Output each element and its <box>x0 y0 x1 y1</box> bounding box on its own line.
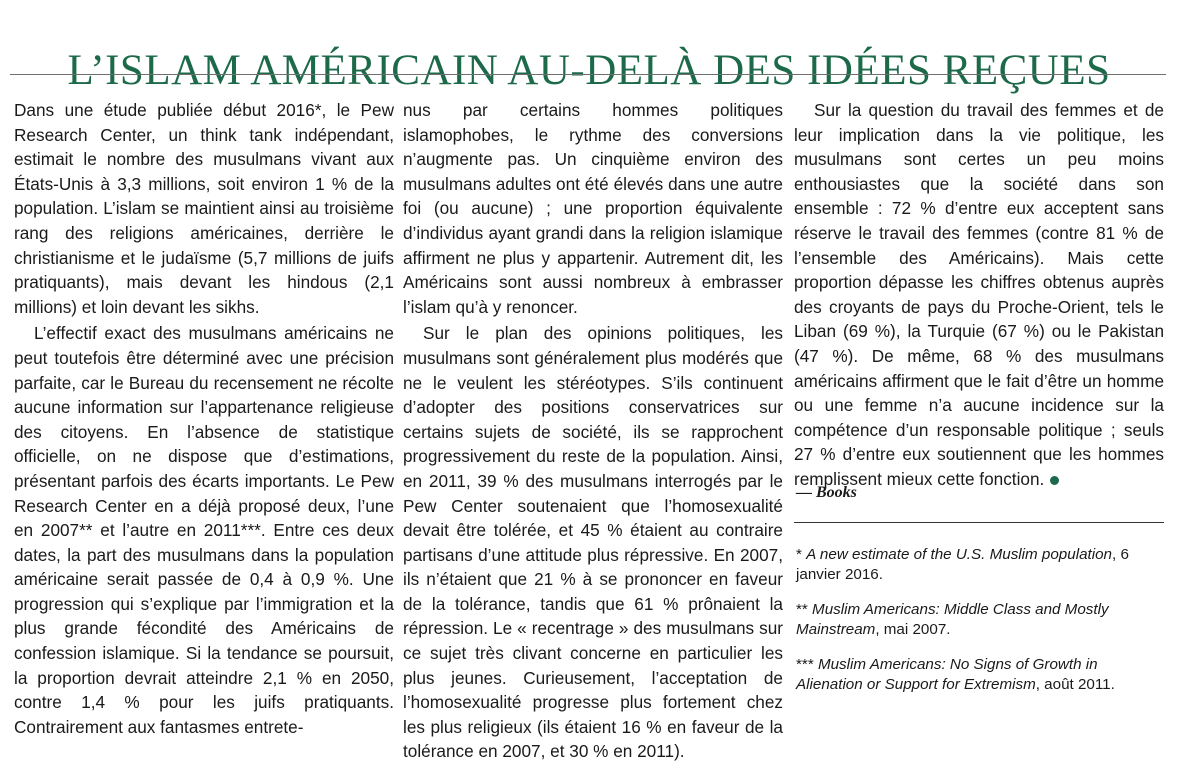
footnote-detail: , 6 janvier 2016. <box>796 546 1129 583</box>
footnote-detail: , mai 2007. <box>875 621 951 638</box>
footnote-title: A new estimate of the U.S. Muslim population <box>806 546 1113 563</box>
footnote-title: Muslim Americans: Middle Class and Mostly Mainstream <box>796 601 1109 638</box>
footnote <box>796 655 1166 695</box>
paragraph: Dans une étude publiée début 2016*, le Pew Research Center, un think tank indépendant, estimait le nombre des musulmans vivant aux États-Unis à 3,3 millions, soit environ 1 % de la population. L’islam se maintient ainsi au troisième rang des religions américaines, derrière le christianisme et le judaïsme (5,7 millions de juifs pratiquants), mais devant les hindous (2,1 millions) et loin devant les sikhs. <box>14 100 394 317</box>
article-column-2 <box>403 98 783 764</box>
footnote-detail: , août 2011. <box>1035 676 1115 693</box>
footnote-title: Muslim Americans: No Signs of Growth in Alienation or Support for Extremism <box>796 656 1098 693</box>
footnote-mark: *** <box>796 656 818 673</box>
source-signature: — Books <box>796 484 857 501</box>
paragraph: Sur le plan des opinions politiques, les musulmans sont généralement plus modérés que ne le veulent les stéréotypes. S’ils continuent d’adopter des positions conservatrices sur certains sujets de société, ils se rapprochent progressivement du reste de la population. Ainsi, en 2011, 39 % des musulmans interrogés par le Pew Center soutenaient que l’homosexualité devait être tolérée, et 45 % étaient au contraire partisans d’une attitude plus répressive. En 2007, ils n’étaient que 21 % à se prononcer en faveur de la tolérance, tandis que 61 % prônaient la répression. Le « recentrage » des musulmans sur ce sujet très clivant concerne en particulier les plus jeunes. Curieusement, l’acceptation de l’homosexualité progresse plus fortement chez les plus religieux (ils étaient 16 % en faveur de la tolérance en 2007, et 30 % en 2011). <box>403 323 783 762</box>
paragraph-text: Sur la question du travail des femmes et de leur implication dans la vie politique, les musulmans sont certes un peu moins enthousiastes que la société dans son ensemble : 72 % d’entre eux acceptent sans réserve le travail des femmes (contre 81 % de l’ensemble des Américains). Mais cette proportion dépasse les chiffres obtenus auprès des croyants de pays du Proche-Orient, tels le Liban (69 %), la Turquie (67 %) ou le Pakistan (47 %). De même, 68 % des musulmans américains affirment que le fait d’être un homme ou une femme n’a aucune incidence sur la compétence d’un responsable politique ; seuls 27 % d’entre eux soutiennent que les hommes remplissent mieux cette fonction. <box>794 100 1164 489</box>
paragraph: nus par certains hommes politiques islamophobes, le rythme des conversions n’augmente pas. Un cinquième environ des musulmans adultes ont été élevés dans une autre foi (ou aucune) ; une proportion équivalente d’individus ayant grandi dans la religion islamique affirment ne plus y appartenir. Autrement dit, les Américains sont aussi nombreux à embrasser l’islam qu’à y renoncer. <box>403 100 783 317</box>
paragraph <box>794 98 1164 492</box>
footnote-mark: ** <box>796 601 813 618</box>
footnote-mark: * <box>796 546 807 563</box>
footnotes <box>796 545 1166 710</box>
article-column-1 <box>14 98 394 739</box>
paragraph: L’effectif exact des musulmans américains ne peut toutefois être déterminé avec une précision parfaite, car le Bureau du recensement ne récolte aucune information sur l’appartenance religieuse des citoyens. En l’absence de statistique officielle, on ne dispose que d’estimations, présentant parfois des écarts importants. Le Pew Research Center en a déjà proposé deux, l’une en 2007** et l’autre en 2011***. Entre ces deux dates, la part des musulmans dans la population américaine serait passée de 0,4 à 0,9 %. Une progression qui s’explique par l’immigration et la plus grande fécondité des Américains de confession islamique. Si la tendance se poursuit, la proportion devrait atteindre 2,1 % en 2050, contre 1,4 % pour les juifs pratiquants. Contrairement aux fantasmes entrete- <box>14 323 394 737</box>
title-divider <box>10 74 1166 75</box>
footnote <box>796 545 1166 585</box>
article-title: L’ISLAM AMÉRICAIN AU-DELÀ DES IDÉES REÇUES <box>67 46 1111 94</box>
footnotes-divider <box>794 522 1164 523</box>
end-of-article-bullet-icon <box>1050 476 1059 485</box>
footnote <box>796 600 1166 640</box>
article-column-3 <box>794 98 1164 492</box>
